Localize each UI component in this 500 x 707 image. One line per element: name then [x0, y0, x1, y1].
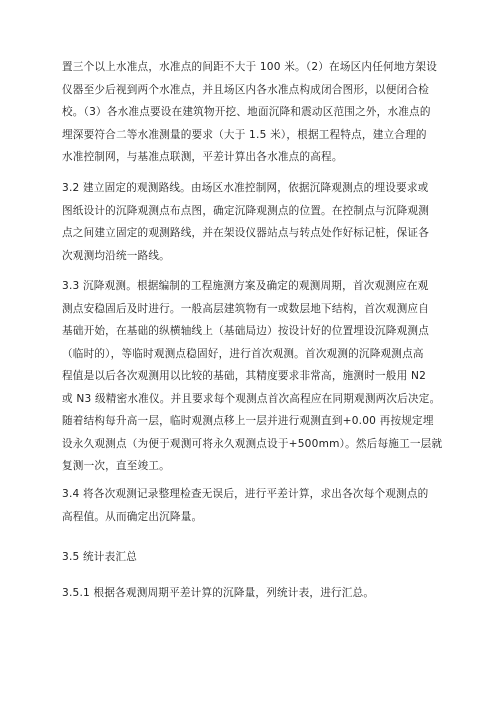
heading-text: 3.5 统计表汇总	[62, 551, 137, 563]
section-heading-3-5	[62, 546, 438, 569]
text-line: 高程值。从而确定出沉降量。	[62, 510, 203, 523]
text-line: （临时的），等临时观测点稳固好，进行首次观测。首次观测的沉降观测点高	[62, 347, 424, 360]
text-line: 图纸设计的沉降观测点布点图，确定沉降观测点的位置。在控制点与沉降观测	[62, 204, 429, 217]
text-line: 随着结构每升高一层，临时观测点移上一层并进行观测直到+0.00 再按规定埋	[62, 415, 434, 427]
text-line: 仪器至少后视到两个水准点，并且场区内各水准点构成闭合图形，以便闭合检	[62, 83, 429, 96]
text-line: 3.5.1 根据各观测周期平差计算的沉降量，列统计表，进行汇总。	[62, 587, 375, 599]
text-line: 点之间建立固定的观测路线，并在架设仪器站点与转点处作好标记桩，保证各	[62, 227, 429, 239]
text-line: 3.3 沉降观测。根据编制的工程施测方案及确定的观测周期，首次观测应在观	[62, 280, 429, 292]
text-line: 程值是以后各次观测用以比较的基础，其精度要求非常高，施测时一般用 N2	[62, 370, 427, 382]
text-line: 埋深要符合二等水准测量的要求（大于 1.5 米），根据工程特点，建立合理的	[62, 128, 427, 141]
text-line: 3.4 将各次观测记录整理检查无误后，进行平差计算，求出各次每个观测点的	[62, 488, 429, 500]
text-line: 或 N3 级精密水准仪。并且要求每个观测点首次高程应在同期观测两次后决定。	[62, 392, 441, 405]
text-line: 次观测均沿统一路线。	[62, 249, 170, 262]
text-line: 校。（3）各水准点要设在建筑物开挖、地面沉降和震动区范围之外，水准点的	[62, 106, 431, 118]
paragraph-3-3-settlement-observation	[62, 275, 443, 478]
paragraph-3-5-1-statistics	[62, 582, 438, 605]
text-line: 基础开始，在基础的纵横轴线上（基础局边）按设计好的位置埋设沉降观测点	[62, 325, 429, 337]
paragraph-benchmark-requirements	[62, 56, 438, 169]
text-line: 设永久观测点（为便于观测可将永久观测点设于+500mm）。然后每施工一层就	[62, 437, 443, 450]
paragraph-3-4-adjustment	[62, 483, 438, 528]
text-line: 3.2 建立固定的观测路线。由场区水准控制网，依据沉降观测点的埋设要求或	[62, 182, 429, 194]
text-line: 置三个以上水准点，水准点的间距不大于 100 米。（2）在场区内任何地方架设	[62, 61, 437, 73]
paragraph-3-2-observation-route	[62, 177, 438, 267]
text-line: 水准控制网，与基准点联测，平差计算出各水准点的高程。	[62, 151, 343, 163]
text-line: 复测一次，直至竣工。	[62, 460, 170, 472]
text-line: 测点安稳固后及时进行。一般高层建筑物有一或数层地下结构，首次观测应自	[62, 302, 429, 315]
